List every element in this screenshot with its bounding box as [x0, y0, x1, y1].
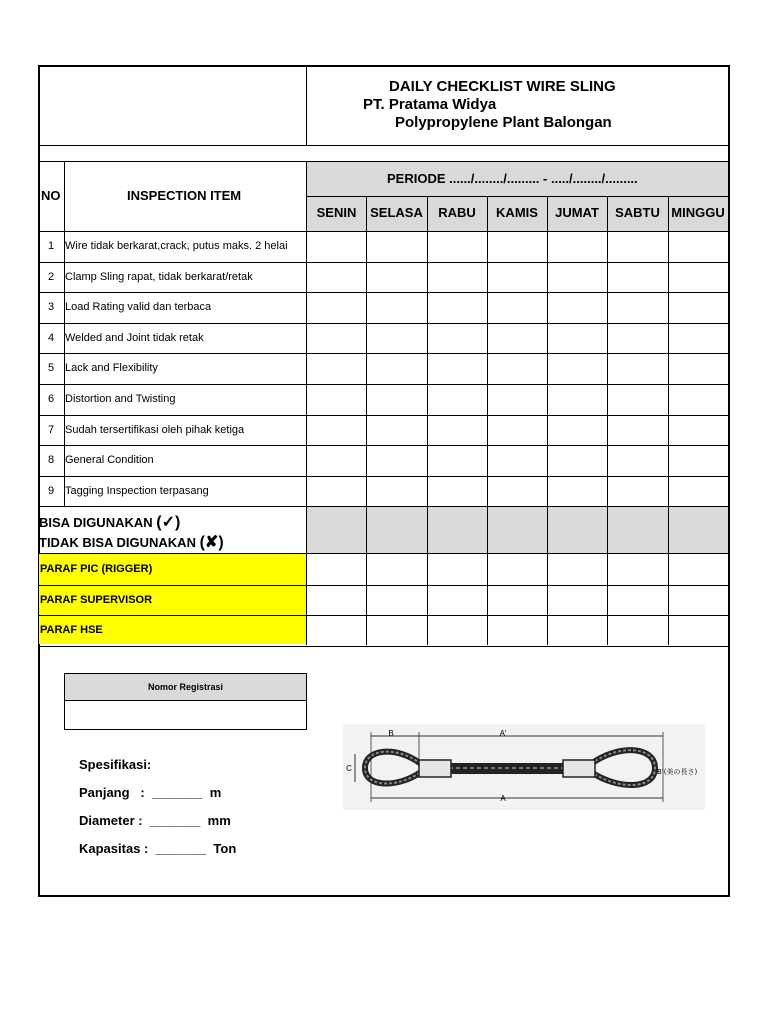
- inspection-item: General Condition: [65, 454, 154, 467]
- check-cell-senin[interactable]: [308, 293, 366, 323]
- grid-line: [487, 196, 488, 645]
- check-cell-senin[interactable]: [308, 446, 366, 476]
- check-cell-minggu[interactable]: [669, 446, 728, 476]
- sign-cell-jumat[interactable]: [548, 586, 607, 616]
- check-cell-sabtu[interactable]: [608, 324, 668, 354]
- status-no-text: TIDAK BISA DIGUNAKAN: [39, 535, 196, 550]
- check-cell-kamis[interactable]: [488, 324, 547, 354]
- sign-cell-selasa[interactable]: [367, 586, 427, 616]
- left-clamp-sleeve: [419, 760, 451, 777]
- check-cell-rabu[interactable]: [428, 416, 487, 446]
- check-cell-senin[interactable]: [308, 354, 366, 384]
- registration-box: [64, 673, 307, 730]
- sign-cell-rabu[interactable]: [428, 586, 487, 616]
- grid-line: [39, 585, 729, 586]
- sign-row-label: PARAF HSE: [40, 624, 103, 637]
- check-cell-selasa[interactable]: [367, 416, 427, 446]
- check-cell-minggu[interactable]: [669, 385, 728, 415]
- grid-line: [39, 292, 729, 293]
- check-cell-minggu[interactable]: [669, 293, 728, 323]
- grid-line: [64, 161, 65, 507]
- cross-icon: (✘): [199, 534, 224, 551]
- periode-label: PERIODE ....../......../......... - ...../......../.........: [387, 171, 638, 186]
- status-no-label: [39, 532, 224, 552]
- sign-cell-selasa[interactable]: [367, 555, 427, 585]
- row-number: 4: [47, 331, 55, 344]
- grid-line: [607, 196, 608, 645]
- row-number: 5: [47, 362, 55, 375]
- check-cell-rabu[interactable]: [428, 263, 487, 293]
- grid-line: [39, 231, 729, 232]
- dim-b-prime-label: B'(美の長さ): [657, 768, 698, 776]
- sign-cell-senin[interactable]: [308, 586, 366, 616]
- day-header-kamis: KAMIS: [496, 205, 538, 220]
- check-cell-selasa[interactable]: [367, 446, 427, 476]
- check-cell-minggu[interactable]: [669, 416, 728, 446]
- check-cell-jumat[interactable]: [548, 477, 607, 507]
- spec-diameter: Diameter : _______ mm: [79, 813, 231, 828]
- check-cell-selasa[interactable]: [367, 293, 427, 323]
- sign-cell-jumat[interactable]: [548, 555, 607, 585]
- inspection-item: Lack and Flexibility: [65, 362, 158, 375]
- check-cell-senin[interactable]: [308, 416, 366, 446]
- check-cell-sabtu[interactable]: [608, 416, 668, 446]
- day-header-sabtu: SABTU: [615, 205, 660, 220]
- row-number: 8: [47, 454, 55, 467]
- header-divider: [306, 66, 307, 145]
- company-name: PT. Pratama Widya: [363, 96, 497, 113]
- grid-line: [427, 196, 428, 645]
- day-header-senin: SENIN: [316, 205, 357, 220]
- inspection-item: Distortion and Twisting: [65, 393, 176, 405]
- check-cell-jumat[interactable]: [548, 354, 607, 384]
- status-row-fill: [307, 507, 728, 553]
- grid-line: [39, 476, 729, 477]
- grid-line: [668, 196, 669, 645]
- check-cell-kamis[interactable]: [488, 263, 547, 293]
- sign-cell-sabtu[interactable]: [608, 586, 668, 616]
- check-cell-selasa[interactable]: [367, 232, 427, 262]
- check-cell-sabtu[interactable]: [608, 263, 668, 293]
- check-cell-rabu[interactable]: [428, 232, 487, 262]
- check-cell-rabu[interactable]: [428, 446, 487, 476]
- check-cell-kamis[interactable]: [488, 416, 547, 446]
- sign-cell-sabtu[interactable]: [608, 555, 668, 585]
- sign-cell-jumat[interactable]: [548, 616, 607, 646]
- no-header: NO: [41, 188, 61, 203]
- grid-line: [306, 161, 307, 645]
- sign-cell-minggu[interactable]: [669, 616, 728, 646]
- row-number: 1: [47, 240, 55, 252]
- grid-line: [39, 553, 729, 554]
- sign-cell-rabu[interactable]: [428, 555, 487, 585]
- grid-line: [366, 196, 367, 645]
- grid-line: [39, 646, 729, 647]
- check-cell-kamis[interactable]: [488, 446, 547, 476]
- sign-cell-selasa[interactable]: [367, 616, 427, 646]
- grid-line: [39, 353, 729, 354]
- day-header-jumat: JUMAT: [555, 205, 599, 220]
- check-cell-kamis[interactable]: [488, 293, 547, 323]
- check-cell-minggu[interactable]: [669, 354, 728, 384]
- check-cell-senin[interactable]: [308, 232, 366, 262]
- inspection-item: Welded and Joint tidak retak: [65, 331, 204, 344]
- day-header-minggu: MINGGU: [671, 205, 725, 220]
- sign-cell-sabtu[interactable]: [608, 616, 668, 646]
- check-cell-rabu[interactable]: [428, 385, 487, 415]
- periode-line: [307, 196, 728, 197]
- day-header-rabu: RABU: [438, 205, 476, 220]
- grid-line: [547, 196, 548, 645]
- sign-cell-senin[interactable]: [308, 616, 366, 646]
- inspection-item: Sudah tersertifikasi oleh pihak ketiga: [65, 423, 245, 436]
- grid-line: [39, 506, 729, 507]
- check-cell-selasa[interactable]: [367, 477, 427, 507]
- day-header-selasa: SELASA: [370, 205, 423, 220]
- grid-line: [39, 262, 729, 263]
- inspection-item: Load Rating valid dan terbaca: [65, 301, 212, 314]
- check-icon: (✓): [156, 514, 181, 531]
- check-cell-rabu[interactable]: [428, 293, 487, 323]
- check-cell-minggu[interactable]: [669, 324, 728, 354]
- check-cell-jumat[interactable]: [548, 446, 607, 476]
- grid-line: [39, 384, 729, 385]
- check-cell-jumat[interactable]: [548, 232, 607, 262]
- check-cell-rabu[interactable]: [428, 324, 487, 354]
- check-cell-sabtu[interactable]: [608, 293, 668, 323]
- check-cell-kamis[interactable]: [488, 354, 547, 384]
- check-cell-jumat[interactable]: [548, 416, 607, 446]
- check-cell-selasa[interactable]: [367, 354, 427, 384]
- check-cell-selasa[interactable]: [367, 263, 427, 293]
- check-cell-minggu[interactable]: [669, 263, 728, 293]
- check-cell-selasa[interactable]: [367, 385, 427, 415]
- check-cell-jumat[interactable]: [548, 263, 607, 293]
- sign-cell-minggu[interactable]: [669, 555, 728, 585]
- grid-line: [39, 415, 729, 416]
- check-cell-kamis[interactable]: [488, 385, 547, 415]
- dim-b-label: B: [388, 729, 394, 738]
- check-cell-sabtu[interactable]: [608, 232, 668, 262]
- inspection-item-header: INSPECTION ITEM: [127, 188, 242, 203]
- spec-panjang: Panjang : _______ m: [79, 785, 222, 800]
- dim-c-label: C: [346, 764, 352, 773]
- dim-a-prime-label: A': [499, 729, 507, 738]
- check-cell-sabtu[interactable]: [608, 385, 668, 415]
- grid-line: [39, 323, 729, 324]
- check-cell-minggu[interactable]: [669, 477, 728, 507]
- spec-title: Spesifikasi:: [79, 757, 152, 772]
- check-cell-minggu[interactable]: [669, 232, 728, 262]
- check-cell-sabtu[interactable]: [608, 354, 668, 384]
- check-cell-kamis[interactable]: [488, 477, 547, 507]
- grid-line: [39, 445, 729, 446]
- check-cell-sabtu[interactable]: [608, 446, 668, 476]
- header-bottom-line: [39, 145, 729, 146]
- row-number: 6: [47, 393, 55, 405]
- check-cell-senin[interactable]: [308, 263, 366, 293]
- sign-cell-kamis[interactable]: [488, 616, 547, 646]
- check-cell-jumat[interactable]: [548, 293, 607, 323]
- status-ok-text: BISA DIGUNAKAN: [39, 515, 153, 530]
- check-cell-jumat[interactable]: [548, 385, 607, 415]
- right-clamp-sleeve: [563, 760, 595, 777]
- check-cell-sabtu[interactable]: [608, 477, 668, 507]
- check-cell-rabu[interactable]: [428, 477, 487, 507]
- check-cell-rabu[interactable]: [428, 354, 487, 384]
- inspection-item: Wire tidak berkarat,crack, putus maks. 2 helai: [65, 240, 288, 252]
- sign-cell-kamis[interactable]: [488, 586, 547, 616]
- check-cell-kamis[interactable]: [488, 232, 547, 262]
- sign-cell-minggu[interactable]: [669, 586, 728, 616]
- check-cell-senin[interactable]: [308, 477, 366, 507]
- sign-cell-rabu[interactable]: [428, 616, 487, 646]
- sign-cell-senin[interactable]: [308, 555, 366, 585]
- checklist-title: DAILY CHECKLIST WIRE SLING: [389, 78, 616, 95]
- registration-label: Nomor Registrasi: [65, 674, 306, 701]
- dim-a-label: A: [500, 794, 506, 803]
- sign-row-label: PARAF PIC (RIGGER): [40, 563, 153, 575]
- row-number: 2: [47, 270, 55, 283]
- spec-kapasitas: Kapasitas : _______ Ton: [79, 841, 237, 856]
- row-number: 7: [47, 423, 55, 436]
- check-cell-jumat[interactable]: [548, 324, 607, 354]
- registration-value-field[interactable]: [65, 702, 306, 729]
- check-cell-senin[interactable]: [308, 385, 366, 415]
- plant-name: Polypropylene Plant Balongan: [395, 114, 612, 131]
- grid-line: [39, 615, 729, 616]
- row-number: 9: [47, 484, 55, 497]
- status-ok-label: [39, 512, 180, 532]
- inspection-item: Tagging Inspection terpasang: [65, 484, 209, 497]
- inspection-item: Clamp Sling rapat, tidak berkarat/retak: [65, 270, 253, 283]
- check-cell-senin[interactable]: [308, 324, 366, 354]
- wire-sling-diagram: [343, 724, 705, 810]
- sign-row-label: PARAF SUPERVISOR: [40, 593, 153, 606]
- check-cell-selasa[interactable]: [367, 324, 427, 354]
- sign-cell-kamis[interactable]: [488, 555, 547, 585]
- row-number: 3: [47, 301, 55, 314]
